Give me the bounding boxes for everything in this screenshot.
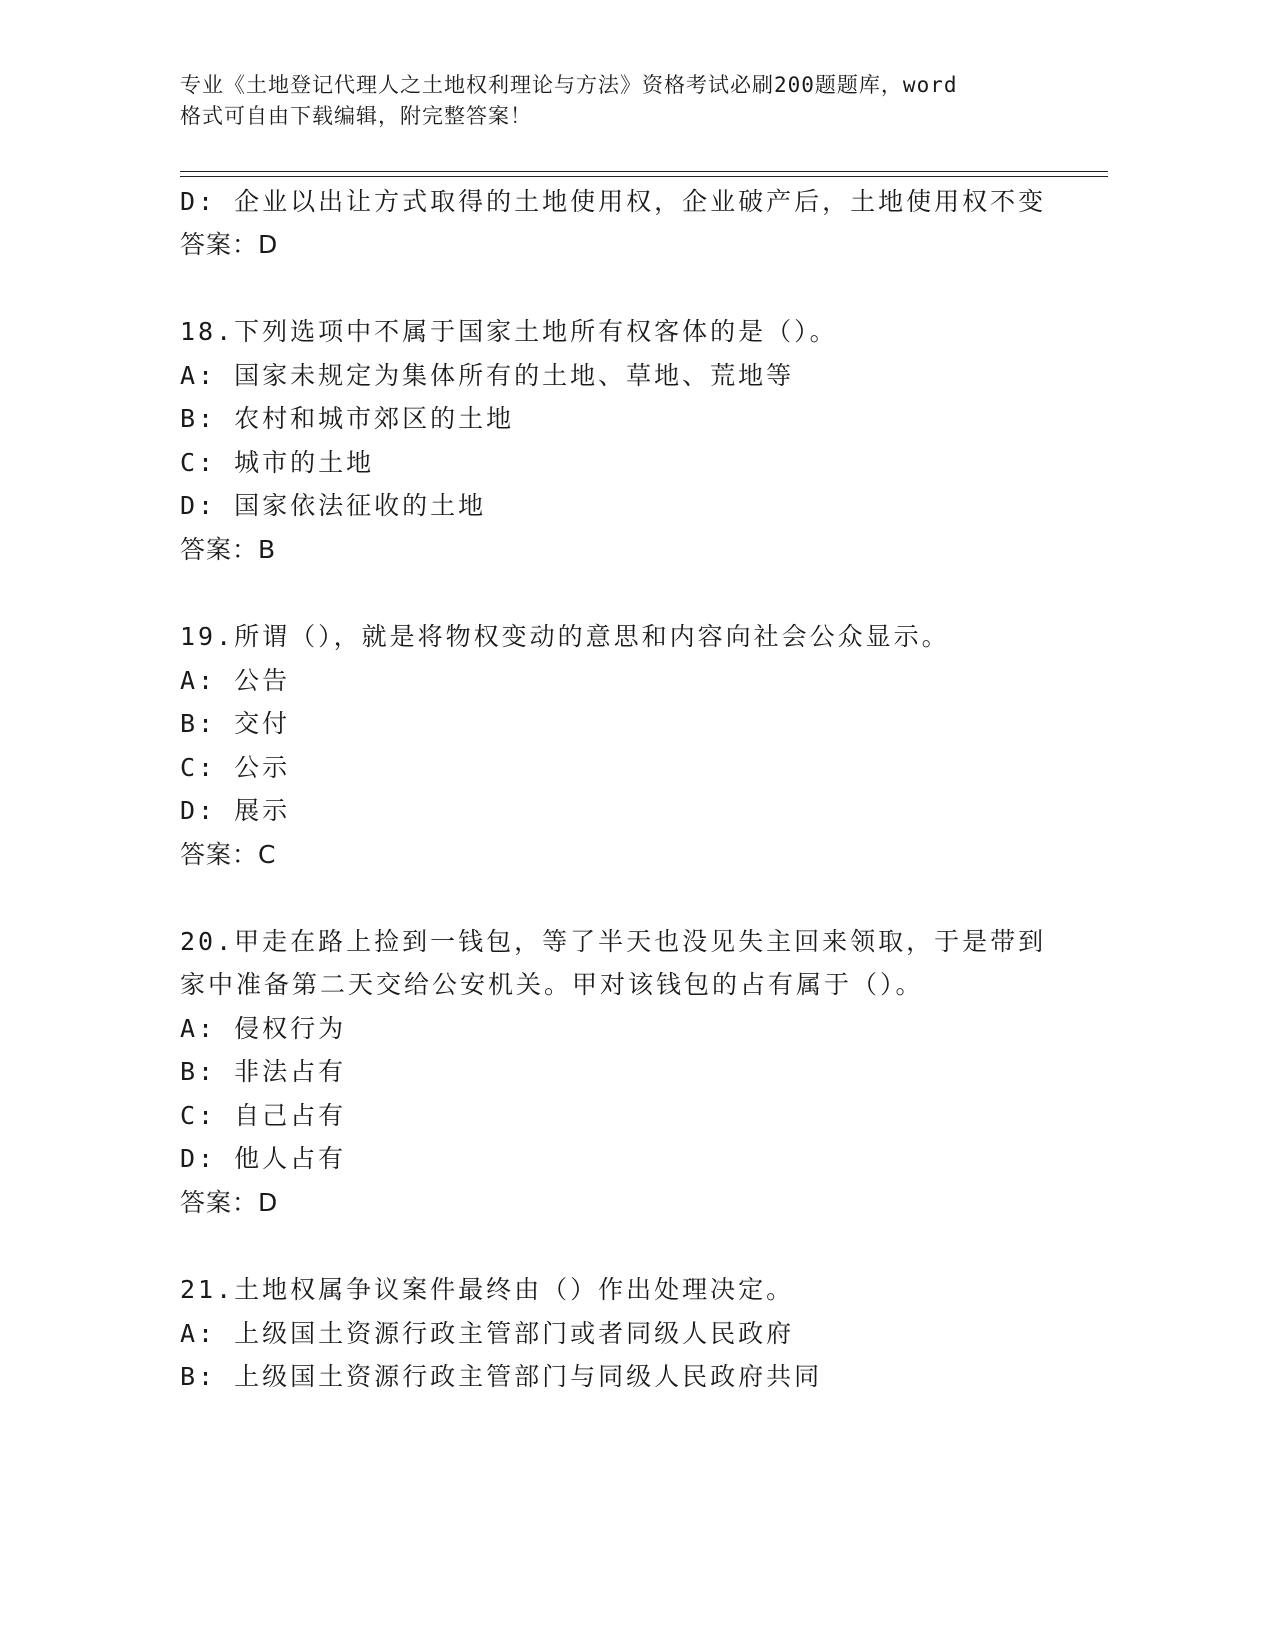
header-divider-bottom bbox=[180, 176, 1108, 177]
q19-option-d: D: 展示 bbox=[180, 796, 291, 825]
q19-option-b: B: 交付 bbox=[180, 709, 291, 738]
q20-stem-line-1: 20.甲走在路上捡到一钱包，等了半天也没见失主回来领取，于是带到 bbox=[180, 927, 1047, 956]
q20-option-a: A: 侵权行为 bbox=[180, 1014, 347, 1043]
q20-stem-line-2: 家中准备第二天交给公安机关。甲对该钱包的占有属于（）。 bbox=[180, 970, 924, 999]
q20-option-b: B: 非法占有 bbox=[180, 1057, 347, 1086]
q18-option-a: A: 国家未规定为集体所有的土地、草地、荒地等 bbox=[180, 361, 795, 390]
prev-answer: 答案：D bbox=[180, 230, 279, 259]
q20-option-d: D: 他人占有 bbox=[180, 1144, 347, 1173]
q18-option-c: C: 城市的土地 bbox=[180, 448, 375, 477]
header-divider-top bbox=[180, 171, 1108, 172]
q18-option-b: B: 农村和城市郊区的土地 bbox=[180, 404, 515, 433]
header-title-line-2: 格式可自由下载编辑，附完整答案！ bbox=[180, 104, 532, 128]
q19-stem: 19.所谓（），就是将物权变动的意思和内容向社会公众显示。 bbox=[180, 622, 950, 651]
q21-option-a: A: 上级国土资源行政主管部门或者同级人民政府 bbox=[180, 1319, 795, 1348]
q20-answer: 答案：D bbox=[180, 1188, 279, 1217]
q21-option-b: B: 上级国土资源行政主管部门与同级人民政府共同 bbox=[180, 1362, 823, 1391]
q20-option-c: C: 自己占有 bbox=[180, 1101, 347, 1130]
q19-option-a: A: 公告 bbox=[180, 666, 291, 695]
q19-option-c: C: 公示 bbox=[180, 753, 291, 782]
q18-answer: 答案：B bbox=[180, 535, 277, 564]
prev-option-d: D: 企业以出让方式取得的土地使用权，企业破产后，土地使用权不变 bbox=[180, 187, 1047, 216]
q21-stem: 21.土地权属争议案件最终由（）作出处理决定。 bbox=[180, 1275, 795, 1304]
q18-option-d: D: 国家依法征收的土地 bbox=[180, 491, 487, 520]
q19-answer: 答案：C bbox=[180, 840, 277, 869]
q18-stem: 18.下列选项中不属于国家土地所有权客体的是（）。 bbox=[180, 317, 838, 346]
header-title-line-1: 专业《土地登记代理人之土地权利理论与方法》资格考试必刷200题题库，word bbox=[180, 73, 958, 97]
document-header bbox=[180, 70, 1040, 132]
